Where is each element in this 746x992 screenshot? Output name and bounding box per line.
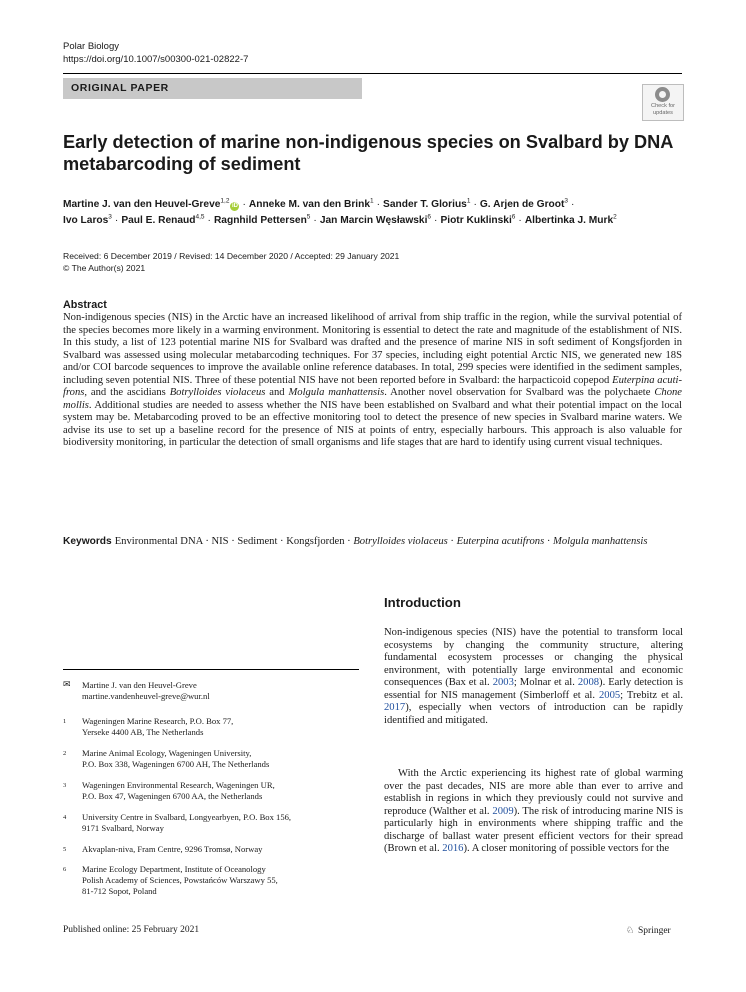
affiliation-note — [63, 780, 359, 802]
affiliation-marker[interactable]: 2 — [613, 213, 617, 221]
text-run: ). A closer monitoring of possible vectors for the — [463, 843, 670, 855]
text-run: ), especially when vectors of introduction can be rapidly identified and mitigated. — [384, 702, 683, 726]
published-date: Published online: 25 February 2021 — [63, 925, 200, 935]
keywords-label: Keywords — [63, 536, 112, 547]
article-dates — [63, 251, 399, 274]
intro-paragraph-2 — [384, 768, 683, 856]
footnote-rule — [63, 669, 359, 670]
author-name: Piotr Kuklinski$^6$ — [440, 213, 516, 226]
text-run: Non-indigenous species (NIS) have the potential to transform local ecosystems by changing the community structure, altering fundamental ecosystem processes or changing the physical environment, with potentially large environmental and economic consequences (Bax et al. — [384, 627, 683, 689]
affiliation-number: 4 — [63, 814, 67, 821]
doi-link[interactable]: https://doi.org/10.1007/s00300-021-02822-7 — [63, 54, 249, 65]
affiliation-number: 6 — [63, 866, 67, 873]
check-for-updates-badge[interactable] — [642, 84, 684, 121]
affiliation-note — [63, 716, 359, 738]
author-name: G. Arjen de Groot$^3$ — [479, 197, 569, 210]
check-updates-icon — [655, 87, 670, 102]
species-name: Chone mollis — [63, 387, 682, 411]
affiliation-marker[interactable]: 3 — [108, 213, 112, 221]
species-name: Molgula manhattensis — [288, 387, 385, 399]
keywords-list — [115, 536, 648, 547]
author-separator: · — [313, 215, 317, 226]
affiliation-marker[interactable]: 5 — [306, 213, 311, 221]
affiliation-number: 2 — [63, 750, 67, 757]
text-run: ). Early detection is essential for NIS management (Simberloff et al. — [384, 677, 683, 701]
affiliation-number: 1 — [63, 718, 67, 725]
text-run: and — [265, 387, 289, 399]
abstract-heading: Abstract — [63, 299, 107, 311]
affiliation-marker[interactable]: 4,5 — [195, 213, 205, 221]
author-separator: · — [473, 199, 477, 210]
orcid-icon[interactable]: iD — [231, 203, 238, 209]
article-type-bar — [63, 78, 362, 99]
species-name: Euterpina acutifrons — [456, 536, 545, 547]
footnote-line: 81-712 Sopot, Poland — [82, 886, 157, 896]
text-run: Non-indigenous species (NIS) in the Arctic have an increased likelihood of arrival from ship traffic in the region, while the survival potential of the species becomes more likely in a warming environment. Monitoring is essential to detect the rate and magnitude of the establishment of NIS. In this study, a list of 123 potential marine NIS for Svalbard was drafted and the presence of marine NIS in soft sediment of Kongsfjorden in Svalbard was assessed using molecular metabarcoding techniques. For 37 species, including eight potential Arctic NIS, we generated new 18S and/or COI barcode sequences to improve the available online reference databases. In total, 299 species were identified in the sediment samples, including seven potential NIS. Three of these potential NIS have not been reported before in Svalbard: the harpacticoid copepod — [63, 312, 682, 386]
footnote-line: 9171 Svalbard, Norway — [82, 823, 164, 833]
text-run: . Another novel observation for Svalbard was the polychaete — [384, 387, 655, 399]
corresponding-author-note — [63, 680, 359, 702]
affiliation-marker[interactable]: 3 — [564, 197, 569, 205]
author-name: Ragnhild Pettersen$^5$ — [213, 213, 311, 226]
text-run: , and the ascidians — [84, 387, 170, 399]
email-link[interactable]: martine.vandenheuvel-greve@wur.nl — [82, 691, 210, 701]
history-dates: Received: 6 December 2019 / Revised: 14 December 2020 / Accepted: 29 January 2021 — [63, 251, 400, 261]
author-separator: · — [518, 215, 522, 226]
author-name: Paul E. Renaud$^{4,5}$ — [121, 213, 205, 226]
author-name: Albertinka J. Murk$^2$ — [524, 213, 617, 226]
text-run: · — [544, 536, 554, 547]
text-run: Environmental DNA · NIS · Sediment · Kongsfjorden · — [114, 536, 354, 547]
affiliation-marker[interactable]: 1 — [466, 197, 471, 205]
footnote-line: Wageningen Marine Research, P.O. Box 77, — [82, 716, 234, 726]
copyright-line: © The Author(s) 2021 — [63, 262, 146, 273]
footnote-line: University Centre in Svalbard, Longyearbyen, P.O. Box 156, — [82, 812, 292, 822]
footnote-line: Marine Ecology Department, Institute of Oceanology — [82, 864, 266, 874]
journal-name: Polar Biology — [63, 41, 119, 52]
keywords — [63, 536, 682, 549]
affiliation-marker[interactable]: 6 — [511, 213, 516, 221]
author-name: Martine J. van den Heuvel-Greve$^{1,2}$iD — [63, 197, 238, 210]
species-name: Botrylloides violaceus — [169, 387, 266, 399]
footnote-line: P.O. Box 47, Wageningen 6700 AA, the Netherlands — [82, 791, 263, 801]
abstract-text — [63, 312, 682, 450]
citation-link[interactable]: 2003 — [492, 677, 514, 689]
citation-link[interactable]: 2017 — [384, 702, 406, 714]
species-name: Euterpina acutifrons — [63, 374, 683, 399]
springer-horse-icon: ♘ — [625, 926, 635, 936]
citation-link[interactable]: 2008 — [577, 677, 600, 689]
intro-paragraph-1 — [384, 627, 683, 727]
affiliation-note — [63, 748, 359, 770]
species-name: Molgula manhattensis — [553, 536, 648, 547]
text-run: With the Arctic experiencing its highest rate of global warming over the past decades, NIS are more able than ever to arrive and establish in regions in which they previously could not survive and reproduce (Walther et al. — [384, 768, 683, 817]
affiliation-marker[interactable]: 1 — [370, 197, 374, 205]
footnote-line: P.O. Box 338, Wageningen 6700 AH, The Netherlands — [82, 759, 270, 769]
species-name: Botrylloides violaceus — [353, 536, 448, 547]
affiliation-marker[interactable]: 1,2 — [220, 197, 230, 205]
footnote-line: Wageningen Environmental Research, Wageningen UR, — [82, 780, 275, 790]
publisher-logo — [624, 925, 671, 936]
author-separator: · — [571, 199, 575, 210]
envelope-icon: ✉ — [63, 679, 71, 689]
author-list — [63, 197, 693, 229]
text-run: · — [447, 536, 457, 547]
section-heading-introduction: Introduction — [384, 595, 461, 610]
affiliation-note — [63, 844, 359, 855]
footnote-line: Marine Animal Ecology, Wageningen University, — [82, 748, 252, 758]
author-separator: · — [376, 199, 381, 210]
author-separator: · — [242, 199, 246, 210]
footnote-line: Polish Academy of Sciences, Powstańców Warszawy 55, — [82, 875, 278, 885]
affiliation-number: 5 — [63, 846, 67, 853]
footnote-line: Martine J. van den Heuvel-Greve — [82, 680, 197, 690]
author-name: Anneke M. van den Brink$^1$ — [248, 197, 374, 210]
author-separator: · — [207, 215, 211, 226]
article-title: Early detection of marine non-indigenous species on Svalbard by DNA metabarcoding of sediment — [63, 132, 673, 174]
author-separator: · — [434, 215, 438, 226]
affiliation-number: 3 — [63, 782, 67, 789]
author-name: Sander T. Glorius$^1$ — [383, 197, 471, 210]
affiliation-note — [63, 812, 359, 834]
article-type-label: ORIGINAL PAPER — [71, 82, 169, 94]
check-updates-label: Check for updates — [651, 103, 675, 116]
publisher-name: Springer — [638, 926, 671, 936]
author-separator: · — [114, 215, 119, 226]
footnote-line: Yerseke 4400 AB, The Netherlands — [82, 727, 204, 737]
citation-link[interactable]: 2009 — [492, 805, 514, 817]
author-name: Jan Marcin Węsławski$^6$ — [319, 213, 432, 226]
affiliation-marker[interactable]: 6 — [427, 213, 432, 221]
header-rule — [63, 73, 682, 74]
text-run: . Additional studies are needed to assess whether the NIS have been established on Svalbard and what their potential impact on the local system may be. Metabarcoding proved to be an effective monitoring tool to detect the presence of new species in Svalbard marine waters. We advise its use to set up a baseline record for the presence of NIS at points of entry, especially harbours. This approach is also valuable for biodiversity monitoring, in particular the detection of small organisms and life stages that are hard to identify using current visual techniques. — [63, 399, 682, 449]
footnote-line: Akvaplan-niva, Fram Centre, 9296 Tromsø, Norway — [82, 844, 263, 854]
author-name: Ivo Laros$^3$ — [63, 213, 112, 226]
text-run: ). The risk of introducing marine NIS is particularly high in environments where shipping traffic and the discharge of ballast water present efficient vectors for their spread (Brown et al. — [384, 805, 683, 855]
text-run: ; Molnar et al. — [513, 677, 578, 689]
text-run: ; Trebitz et al. — [620, 689, 683, 701]
citation-link[interactable]: 2005 — [598, 689, 621, 701]
affiliation-note — [63, 864, 359, 897]
citation-link[interactable]: 2016 — [442, 843, 464, 855]
